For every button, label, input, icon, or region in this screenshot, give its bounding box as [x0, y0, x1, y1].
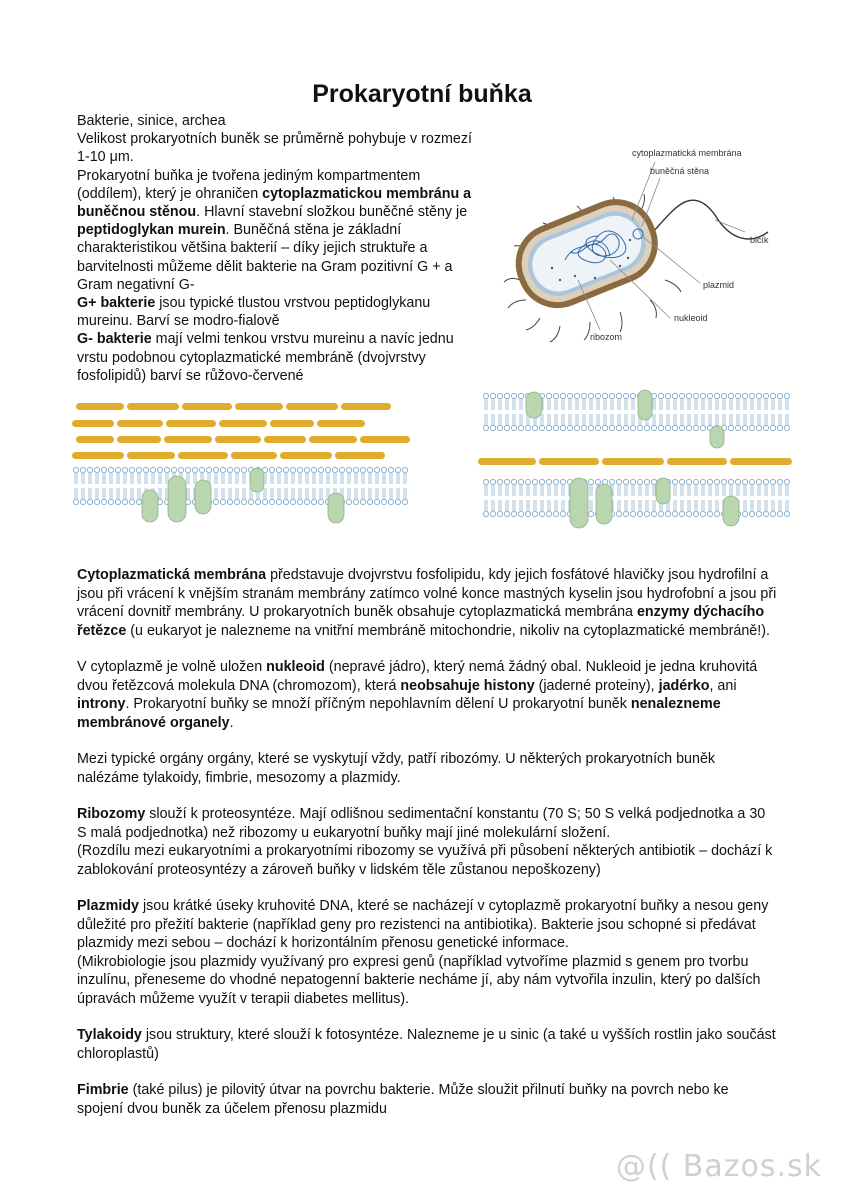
peptidoglycan-layer — [667, 458, 727, 465]
peptidoglycan-layer — [127, 452, 175, 459]
label-cytoplasmic-membrane: cytoplazmatická membrána — [632, 148, 742, 158]
membrane-protein — [328, 493, 344, 523]
prokaryotic-cell-diagram — [500, 140, 800, 360]
intro-line-2: Velikost prokaryotních buněk se průměrně pohybuje v rozmezí 1-10 μm. — [77, 131, 472, 166]
label-flagellum: bičík — [750, 235, 769, 245]
peptidoglycan-layer — [231, 452, 277, 459]
peptidoglycan-layer — [270, 420, 314, 427]
peptidoglycan-layer — [341, 403, 391, 410]
phospholipid-bilayer — [73, 467, 407, 504]
membrane-protein — [142, 490, 158, 522]
peptidoglycan-layer — [730, 458, 792, 465]
peptidoglycan-layer — [360, 436, 410, 443]
membrane-protein — [596, 484, 612, 524]
intro-gplus: G+ bakterie jsou typické tlustou vrstvou peptidoglykanu mureinu. Barví se modro-fialově — [77, 295, 431, 330]
peptidoglycan-layer — [280, 452, 332, 459]
label-ribosome: ribozom — [590, 332, 623, 342]
peptidoglycan-layer — [309, 436, 357, 443]
membrane-protein — [656, 478, 670, 504]
intro-line-1: Bakterie, sinice, archea — [77, 113, 226, 129]
peptidoglycan-layer — [539, 458, 599, 465]
membrane-protein — [168, 476, 186, 522]
peptidoglycan-layer — [235, 403, 283, 410]
peptidoglycan-layer — [117, 420, 163, 427]
peptidoglycan-layer — [478, 458, 536, 465]
peptidoglycan-layer — [286, 403, 338, 410]
main-text — [77, 566, 777, 1136]
peptidoglycan-layer — [72, 452, 124, 459]
label-plasmid: plazmid — [703, 280, 735, 290]
peptidoglycan-layer — [335, 452, 385, 459]
membrane-protein — [710, 426, 724, 448]
phospholipid-bilayer — [483, 479, 789, 516]
intro-gminus: G- bakterie mají velmi tenkou vrstvu mureinu a navíc jednu vrstu podobnou cytoplazmatické membráně (dvojvrstvy fosfolipidů) barví se růžovo-červené — [77, 331, 454, 384]
paragraph-organs: Mezi typické orgány orgány, které se vyskytují vždy, patří ribozómy. U některých prokaryotních buněk nalézáme tylakoidy, fimbrie, mesozomy a plazmidy. — [77, 751, 716, 786]
intro-text — [77, 112, 477, 385]
peptidoglycan-layer — [178, 452, 228, 459]
peptidoglycan-layer — [166, 420, 216, 427]
membrane-protein — [195, 480, 211, 514]
gram-negative-wall-diagram — [478, 386, 798, 532]
peptidoglycan-layer — [76, 403, 124, 410]
watermark-logo: @(( Bazos.sk — [615, 1149, 822, 1184]
paragraph-thylakoids: Tylakoidy jsou struktury, které slouží k fotosyntéze. Nalezneme je u sinic (a také u vyšších rostlin jako součást chloroplastů) — [77, 1027, 776, 1062]
paragraph-nucleoid: V cytoplazmě je volně uložen nukleoid (nepravé jádro), který nemá žádný obal. Nukleoid je jedna kruhovitá dvou řetězcová molekula DNA (chromozom), která neobsahuje histony (jaderné proteiny), jadérko, ani introny. Prokaryotní buňky se množí příčným nepohlavním dělení U prokaryotní buněk nenalezneme membránové organely. — [77, 659, 758, 731]
peptidoglycan-layer — [317, 420, 365, 427]
paragraph-ribosomes: Ribozomy slouží k proteosyntéze. Mají odlišnou sedimentační konstantu (70 S; 50 S velká podjednotka a 30 S malá podjednotka) než ribozomy u eukaryotní buňky mají jiné molekulární složení. (Rozdílu mezi eukaryotními a prokaryotními ribozomy se využívá při působení některých antibiotik – dochází k zablokování proteosyntézy a zároveň buňky v lidském těle zůstanou nepoškozeny) — [77, 806, 773, 878]
peptidoglycan-layer — [117, 436, 161, 443]
membrane-protein — [526, 392, 542, 418]
peptidoglycan-layer — [72, 420, 114, 427]
membrane-protein — [638, 390, 652, 420]
peptidoglycan-layer — [127, 403, 179, 410]
paragraph-fimbriae: Fimbrie (také pilus) je pilovitý útvar na povrchu bakterie. Může sloužit přilnutí buňky na povrch nebo ke spojení dvou buněk za účelem přenosu plazmidu — [77, 1082, 729, 1117]
paragraph-plasmids: Plazmidy jsou krátké úseky kruhovité DNA, které se nacházejí v cytoplazmě prokaryotní buňky a nesou geny důležité pro přežití bakterie (například geny pro rezistenci na antibiotika). Bakterie jsou schopné si předávat plazmidy mezi sebou – dochází k horizontálním přenosu genetické informace. (Mikrobiologie jsou plazmidy využívaný pro expresi genů (například vytvoříme plazmid s genem pro tvorbu inzulínu, přeneseme do vhodné nepatogenní bakterie necháme jí, aby nám vytvořila inzulin, který po dalších úpravách můžeme využít v terapii diabetes mellitus). — [77, 898, 769, 1007]
label-cell-wall: buněčná stěna — [650, 166, 710, 176]
peptidoglycan-layer — [182, 403, 232, 410]
label-nucleoid: nukleoid — [674, 313, 708, 323]
intro-line-3: Prokaryotní buňka je tvořena jediným kompartmentem (oddílem), který je ohraničen cytoplazmatickou membránu a buněčnou stěnou. Hlavní stavební složkou buněčné stěny je peptidoglykan murein. Buněčná stěna je základní charakteristikou většina bakterií – díky jejich struktuře a barvitelnosti můžeme dělit bakterie na Gram pozitivní G + a Gram negativní G- — [77, 167, 472, 293]
peptidoglycan-layer — [215, 436, 261, 443]
peptidoglycan-layer — [76, 436, 114, 443]
membrane-protein — [570, 478, 588, 528]
page-title: Prokaryotní buňka — [312, 80, 532, 108]
peptidoglycan-layer — [219, 420, 267, 427]
membrane-protein — [250, 468, 264, 492]
gram-positive-wall-diagram — [70, 398, 415, 530]
peptidoglycan-layer — [164, 436, 212, 443]
membrane-protein — [723, 496, 739, 526]
paragraph-cytoplasmic-membrane: Cytoplazmatická membrána představuje dvojvrstvu fosfolipidu, kdy jejich fosfátové hlavičky jsou hydrofilní a jsou při vrácení k vnějším stranám membrány zatímco volné konce mastných kyselin jsou hydrofobní a jsou při vrácení dovnitř membrány. U prokaryotních buněk obsahuje cytoplazmatická membrána enzymy dýchacího řetězce (u eukaryot je nalezneme na vnitřní membráně mitochondrie, nikoliv na cytoplazmatické membráně!). — [77, 567, 777, 639]
peptidoglycan-layer — [264, 436, 306, 443]
peptidoglycan-layer — [602, 458, 664, 465]
